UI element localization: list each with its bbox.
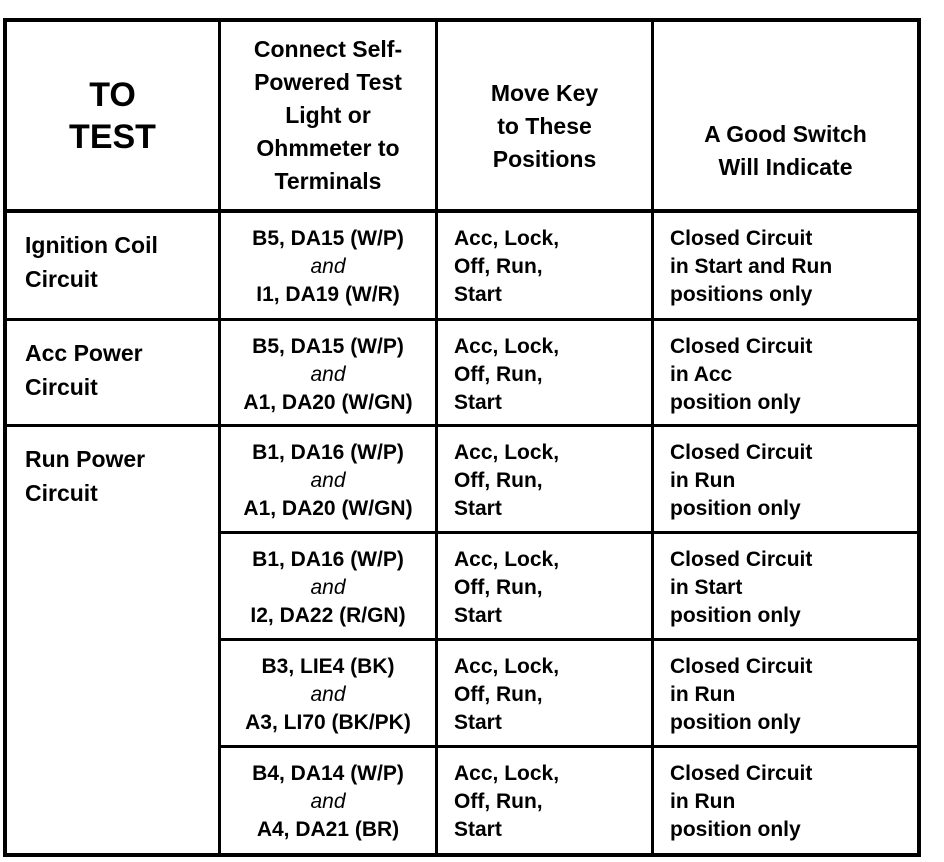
indication-line: Closed Circuit [670, 227, 813, 250]
indication-line: position only [670, 818, 801, 841]
row-3-connect [221, 427, 435, 531]
indication-line: in Run [670, 683, 736, 706]
key-positions-line: Acc, Lock, [454, 335, 560, 358]
row-5-indicate [654, 641, 917, 745]
table-border-bottom [3, 853, 921, 857]
key-positions-line: Off, Run, [454, 790, 543, 813]
row-2-test [7, 321, 218, 424]
header-to-test-line: TO [89, 75, 136, 114]
key-positions-line: Off, Run, [454, 683, 543, 706]
and-label: and [310, 363, 346, 386]
header-to-test-line: TEST [69, 117, 156, 156]
terminal-a: B5, DA15 (W/P) [252, 227, 404, 250]
test-label: Circuit [25, 266, 98, 292]
header-connect-line: Terminals [274, 168, 382, 194]
and-label: and [310, 790, 346, 813]
header-move-key-line: to These [497, 113, 592, 139]
row-4-connect [221, 534, 435, 638]
test-label: Circuit [25, 480, 98, 506]
key-positions-line: Acc, Lock, [454, 548, 560, 571]
terminal-b: A1, DA20 (W/GN) [243, 391, 413, 414]
terminal-a: B5, DA15 (W/P) [252, 335, 404, 358]
header-good-switch-line: A Good Switch [704, 120, 867, 147]
terminal-a: B4, DA14 (W/P) [252, 762, 404, 785]
and-label: and [310, 576, 346, 599]
indication-line: Closed Circuit [670, 335, 813, 358]
indication-line: position only [670, 604, 801, 627]
key-positions-line: Acc, Lock, [454, 762, 560, 785]
key-positions-line: Start [454, 604, 502, 627]
row-1-keys [438, 213, 651, 318]
key-positions-line: Start [454, 818, 502, 841]
header-connect-line: Light or [285, 102, 371, 128]
header-connect-line: Ohmmeter to [256, 135, 400, 161]
header-move-key-line: Move Key [490, 80, 599, 106]
row-2-indicate [654, 321, 917, 424]
key-positions-line: Acc, Lock, [454, 655, 560, 678]
indication-line: positions only [670, 283, 813, 306]
indication-line: in Acc [670, 363, 733, 386]
row-5-keys [438, 641, 651, 745]
key-positions-line: Start [454, 391, 502, 414]
row-5-connect [221, 641, 435, 745]
indication-line: position only [670, 391, 801, 414]
indication-line: in Start [670, 576, 743, 599]
header-good-switch-line: Will Indicate [718, 153, 853, 180]
key-positions-line: Acc, Lock, [454, 227, 560, 250]
terminal-a: B3, LIE4 (BK) [261, 655, 395, 678]
indication-line: position only [670, 497, 801, 520]
indication-line: in Run [670, 790, 736, 813]
indication-line: Closed Circuit [670, 441, 813, 464]
terminal-b: I1, DA19 (W/R) [256, 283, 400, 306]
row-6-connect [221, 748, 435, 853]
row-3-keys [438, 427, 651, 531]
indication-line: Closed Circuit [670, 655, 813, 678]
row-2-connect [221, 321, 435, 424]
row-1-indicate [654, 213, 917, 318]
key-positions-line: Off, Run, [454, 469, 543, 492]
row-4-keys [438, 534, 651, 638]
test-label: Acc Power [25, 340, 143, 366]
header-to-test [7, 22, 218, 209]
header-connect [221, 22, 435, 209]
row-3-test [7, 427, 218, 853]
row-6-indicate [654, 748, 917, 853]
row-1-connect [221, 213, 435, 318]
key-positions-line: Off, Run, [454, 576, 543, 599]
key-positions-line: Start [454, 711, 502, 734]
header-move-key [438, 22, 651, 209]
row-3-indicate [654, 427, 917, 531]
header-connect-line: Powered Test [254, 69, 402, 95]
key-positions-line: Off, Run, [454, 363, 543, 386]
header-connect-line: Connect Self- [253, 36, 403, 62]
and-label: and [310, 683, 346, 706]
terminal-b: A3, LI70 (BK/PK) [245, 711, 411, 734]
test-label: Ignition Coil [25, 232, 158, 258]
indication-line: Closed Circuit [670, 548, 813, 571]
key-positions-line: Acc, Lock, [454, 441, 560, 464]
header-good-switch [654, 22, 917, 209]
row-4-indicate [654, 534, 917, 638]
and-label: and [310, 469, 346, 492]
test-label: Run Power [25, 446, 146, 472]
header-move-key-line: Positions [492, 146, 597, 172]
table-border-right [917, 18, 921, 857]
terminal-b: A4, DA21 (BR) [256, 818, 400, 841]
terminal-b: A1, DA20 (W/GN) [243, 497, 413, 520]
key-positions-line: Start [454, 283, 502, 306]
terminal-b: I2, DA22 (R/GN) [250, 604, 406, 627]
terminal-a: B1, DA16 (W/P) [252, 548, 404, 571]
key-positions-line: Off, Run, [454, 255, 543, 278]
row-1-test [7, 213, 218, 318]
key-positions-line: Start [454, 497, 502, 520]
indication-line: in Start and Run [670, 255, 833, 278]
row-2-keys [438, 321, 651, 424]
indication-line: Closed Circuit [670, 762, 813, 785]
and-label: and [310, 255, 346, 278]
row-6-keys [438, 748, 651, 853]
indication-line: in Run [670, 469, 736, 492]
terminal-a: B1, DA16 (W/P) [252, 441, 404, 464]
indication-line: position only [670, 711, 801, 734]
test-label: Circuit [25, 374, 98, 400]
